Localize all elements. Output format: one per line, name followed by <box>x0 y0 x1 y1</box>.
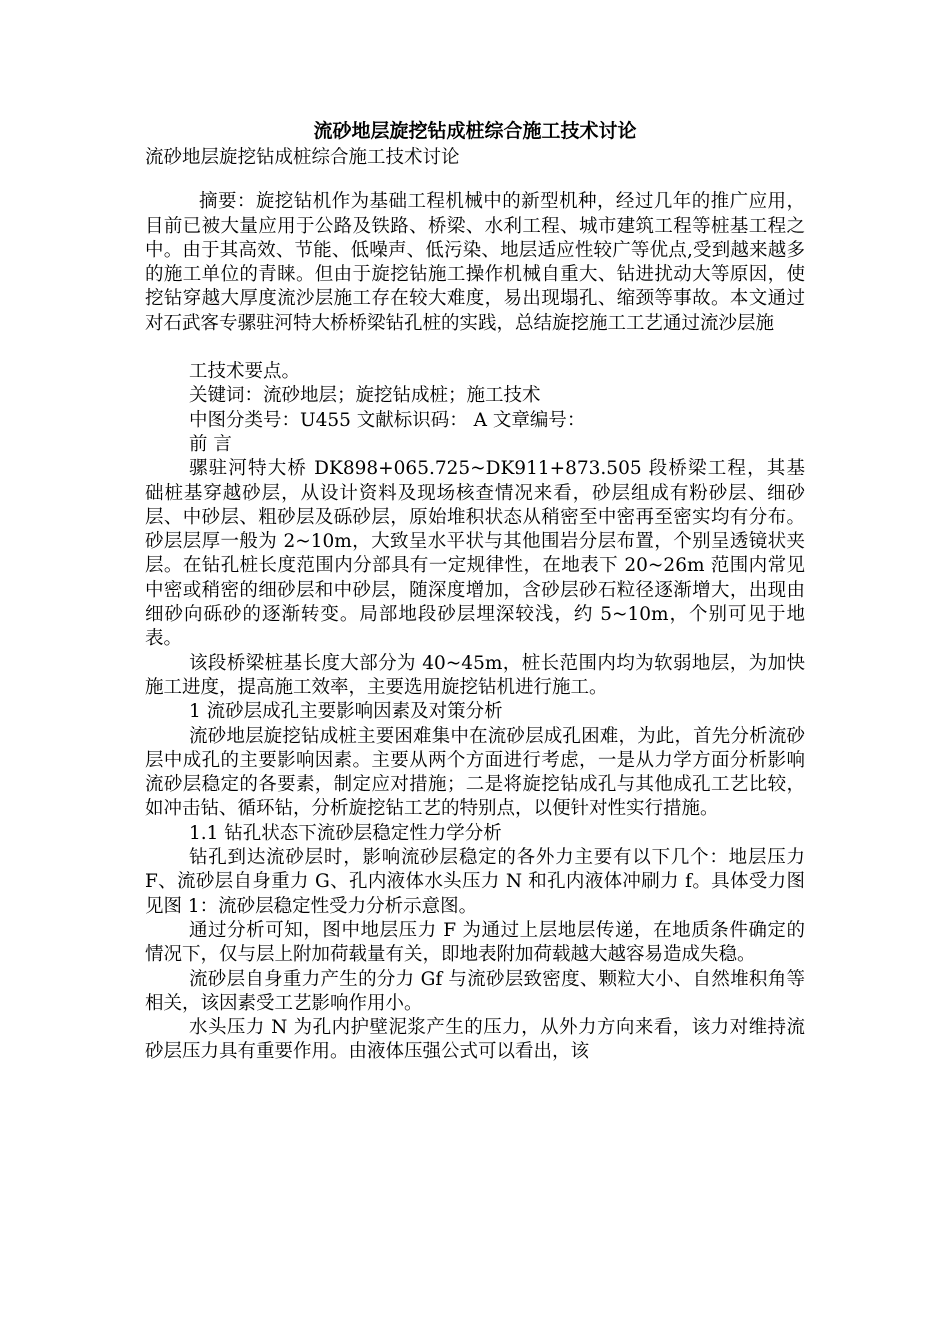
body-paragraph: 该段桥梁桩基长度大部分为 40~45m，桩长范围内均为软弱地层，为加快施工进度，提高施工效率，主要选用旋挖钻机进行施工。 <box>145 652 805 698</box>
document-page <box>145 118 805 1065</box>
document-title: 流砂地层旋挖钻成桩综合施工技术讨论 <box>313 120 637 142</box>
keywords-line: 关键词：流砂地层；旋挖钻成桩；施工技术 <box>189 385 541 407</box>
preface-heading: 前 言 <box>189 433 232 455</box>
section-heading: 1 流砂层成孔主要影响因素及对策分析 <box>189 701 503 723</box>
classification-line: 中图分类号：U455 文献标识码： A 文章编号： <box>189 409 586 431</box>
body-paragraph: 骡驻河特大桥 DK898+065.725~DK911+873.505 段桥梁工程，其基础桩基穿越砂层，从设计资料及现场核查情况来看，砂层组成有粉砂层、细砂层、中砂层、粗砂层及砾砂层，原始堆积状态从稍密至中密再至密实均有分布。砂层层厚一般为 2~10m，大致呈水平状与其他围岩分层布置，个别呈透镜状夹层。在钻孔桩长度范围内分部具有一定规律性，在地表下 20~26m 范围内常见中密或稍密的细砂层和中砂层，随深度增加，含砂层砂石粒径逐渐增大，出现由细砂向砾砂的逐渐转变。局部地段砂层埋深较浅，约 5~10m，个别可见于地表。 <box>145 458 805 650</box>
body-paragraph: 流砂地层旋挖钻成桩主要困难集中在流砂层成孔困难，为此，首先分析流砂层中成孔的主要影响因素。主要从两个方面进行考虑，一是从力学方面分析影响流砂层稳定的各要素，制定应对措施；二是将旋挖钻成孔与其他成孔工艺比较，如冲击钻、循环钻，分析旋挖钻工艺的特别点，以便针对性实行措施。 <box>145 725 805 820</box>
blank-line <box>145 336 805 360</box>
body-paragraph: 流砂层自身重力产生的分力 Gf 与流砂层致密度、颗粒大小、自然堆积角等相关，该因素受工艺影响作用小。 <box>145 968 805 1014</box>
abstract-paragraph: 摘要：旋挖钻机作为基础工程机械中的新型机种，经过几年的推广应用，目前已被大量应用于公路及铁路、桥梁、水利工程、城市建筑工程等桩基工程之中。由于其高效、节能、低噪声、低污染、地层适应性较广等优点,受到越来越多的施工单位的青睐。但由于旋挖钻施工操作机械自重大、钻进扰动大等原因，使挖钻穿越大厚度流沙层施工存在较大难度，易出现塌孔、缩颈等事故。本文通过对石武客专骡驻河特大桥桥梁钻孔桩的实践，总结旋挖施工工艺通过流沙层施 <box>145 191 805 334</box>
subsection-heading: 1.1 钻孔状态下流砂层稳定性力学分析 <box>189 822 502 844</box>
body-paragraph: 通过分析可知，图中地层压力 F 为通过上层地层传递，在地质条件确定的情况下，仅与层上附加荷载量有关，即地表附加荷载越大越容易造成失稳。 <box>145 919 805 966</box>
abstract-continuation: 工技术要点。 <box>189 361 301 383</box>
document-subtitle: 流砂地层旋挖钻成桩综合施工技术讨论 <box>145 147 460 168</box>
body-paragraph: 钻孔到达流砂层时，影响流砂层稳定的各外力主要有以下几个：地层压力 F、流砂层自身重力 G、孔内液体水头压力 N 和孔内液体冲刷力 f。具体受力图见图 1：流砂层稳定性受力分析示意图。 <box>145 847 805 917</box>
body-paragraph: 水头压力 N 为孔内护壁泥浆产生的压力，从外力方向来看，该力对维持流砂层压力具有重要作用。由液体压强公式可以看出，该 <box>145 1017 805 1063</box>
